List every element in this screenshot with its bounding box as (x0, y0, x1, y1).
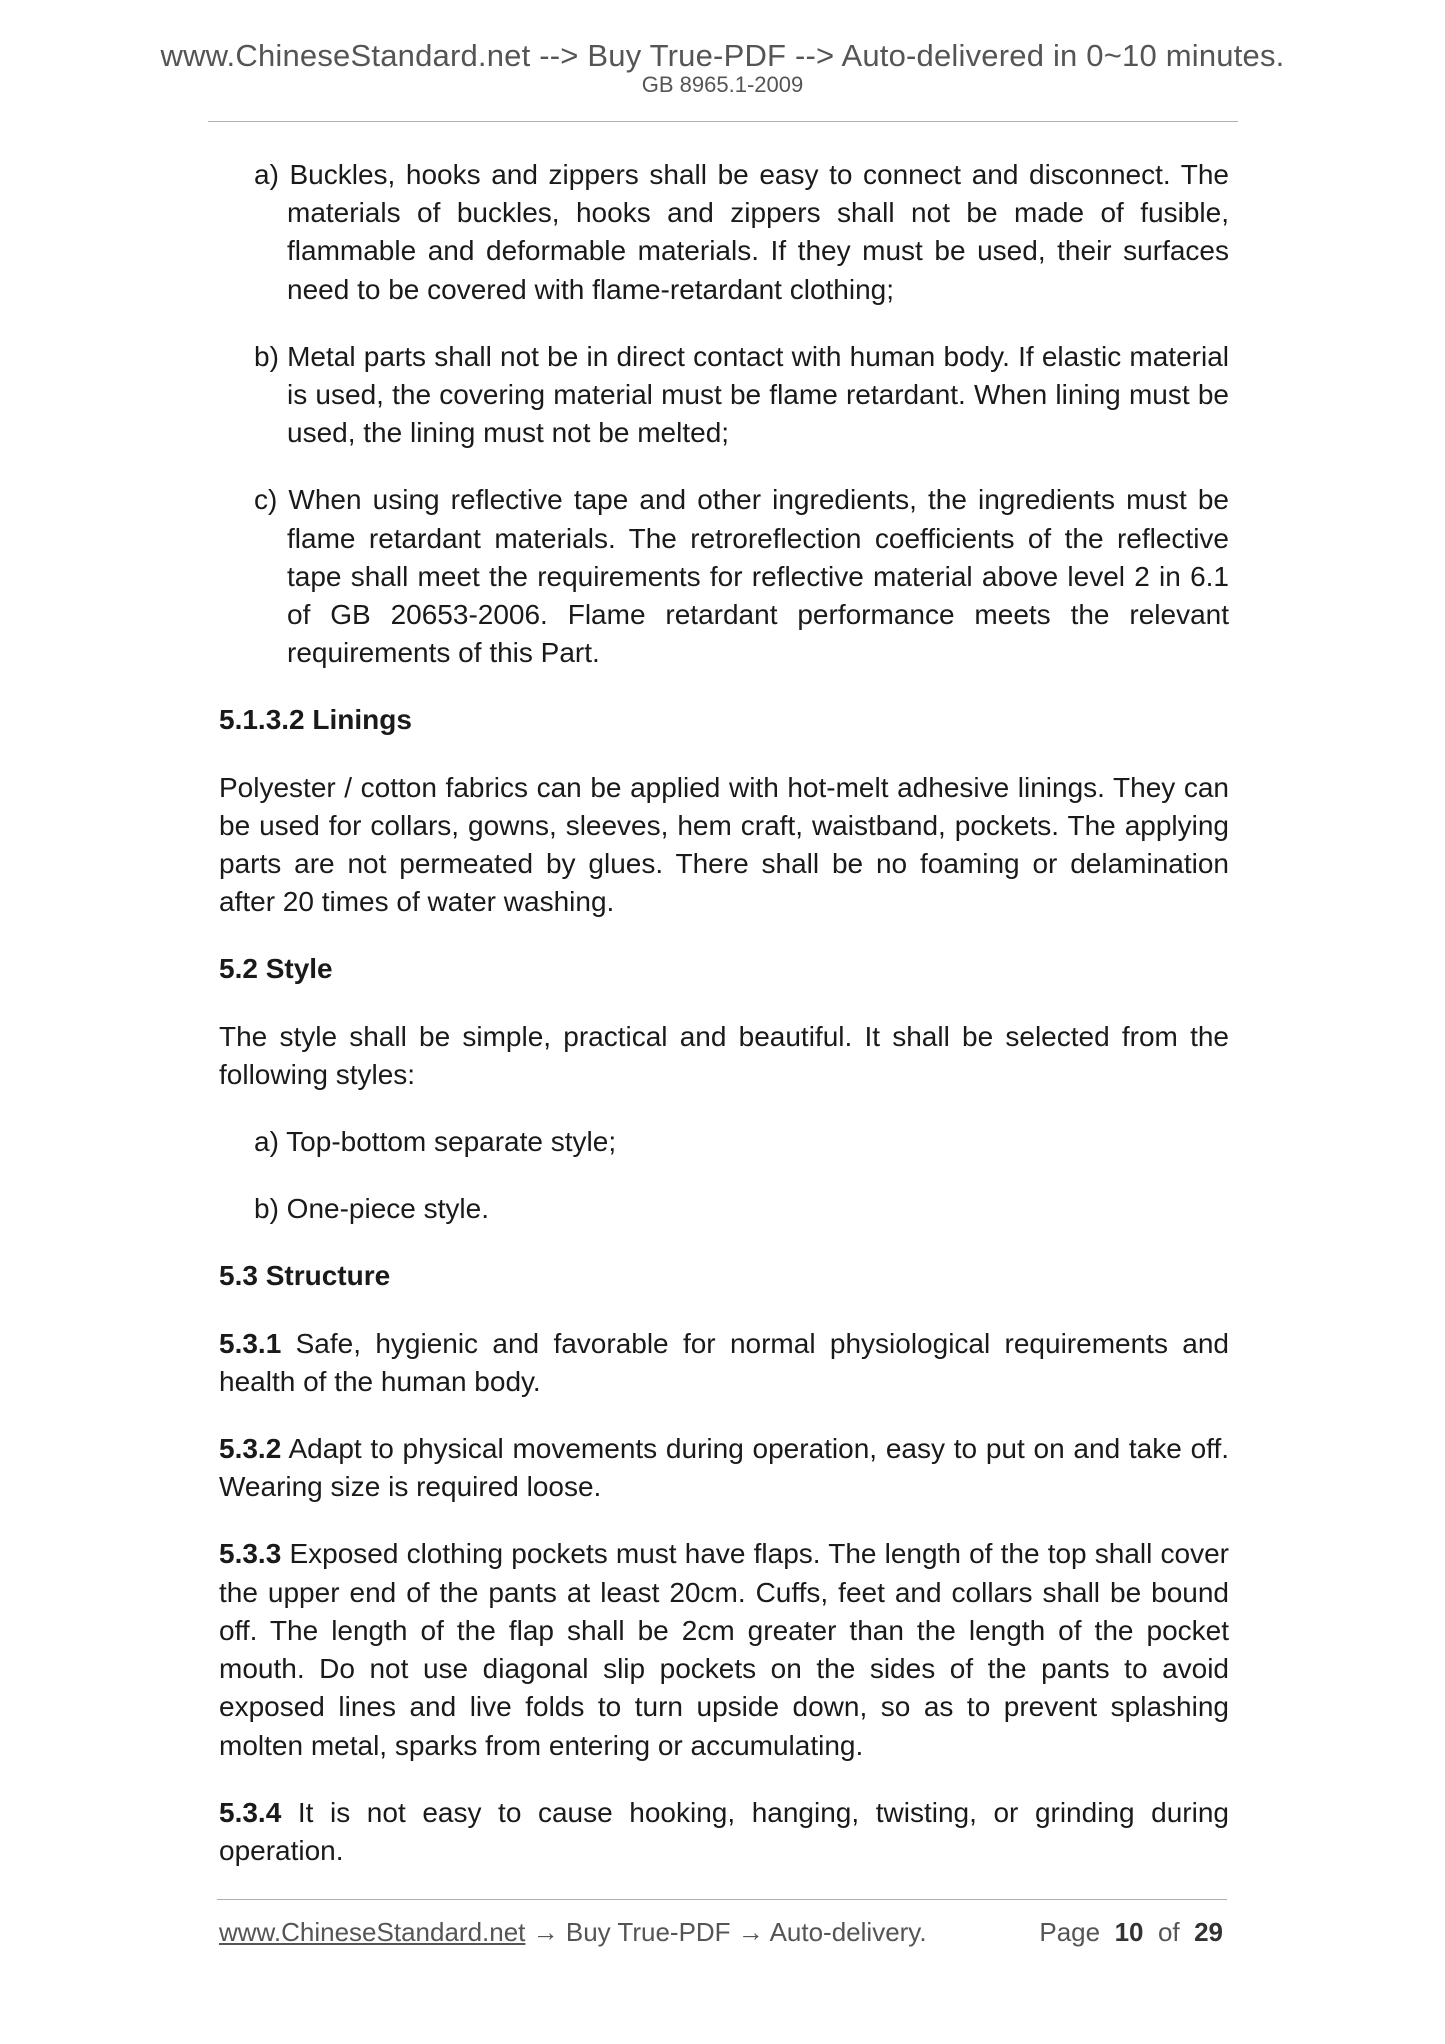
clause-number: 5.3.2 (219, 1433, 282, 1465)
page-content (219, 156, 1229, 1899)
footer-site-link[interactable]: www.ChineseStandard.net (219, 1917, 526, 1947)
footer-promo (219, 1917, 927, 1947)
footer-promo-text: → Buy True-PDF → Auto-delivery. (525, 1917, 927, 1947)
clause-number: 5.3.3 (219, 1538, 282, 1570)
list-item-a-top-bottom: a) Top-bottom separate style; (254, 1126, 617, 1158)
list-item-b-metal-parts: b) Metal parts shall not be in direct contact with human body. If elastic material is used, the covering material must be flame retardant. When lining must be used, the lining must not be melted; (254, 340, 1229, 449)
clause-5-3-2 (219, 1430, 1229, 1506)
header-divider (208, 121, 1238, 122)
page-number: 10 (1114, 1917, 1144, 1947)
heading-5-2: 5.2 Style (219, 953, 333, 985)
clause-text: Adapt to physical movements during operation, easy to put on and take off. Wearing size is required loose. (219, 1433, 1229, 1503)
clause-5-3-1 (219, 1325, 1229, 1401)
document-code: GB 8965.1-2009 (641, 72, 804, 97)
top-banner: www.ChineseStandard.net --> Buy True-PDF --> Auto-delivered in 0~10 minutes. (160, 38, 1285, 73)
clause-5-3-3 (219, 1535, 1229, 1764)
clause-number: 5.3.1 (219, 1327, 282, 1359)
of-label: of (1157, 1917, 1180, 1947)
list-item-c-reflective-tape: c) When using reflective tape and other ingredients, the ingredients must be flame retardant materials. The retroreflection coefficients of the reflective tape shall meet the requirements for reflective material above level 2 in 6.1 of GB 20653-2006. Flame retardant performance meets the relevant requirements of this Part. (254, 484, 1229, 669)
page-label: Page (1039, 1917, 1101, 1947)
paragraph-style: The style shall be simple, practical and beautiful. It shall be selected from the following styles: (219, 1020, 1229, 1090)
page-indicator (1039, 1917, 1223, 1948)
clause-5-3-4 (219, 1794, 1229, 1870)
clause-number: 5.3.4 (219, 1796, 282, 1828)
page-footer (219, 1917, 1229, 1948)
clause-text: It is not easy to cause hooking, hanging, twisting, or grinding during operation. (219, 1796, 1229, 1866)
page-total: 29 (1194, 1917, 1223, 1947)
list-item-a-buckles: a) Buckles, hooks and zippers shall be easy to connect and disconnect. The materials of buckles, hooks and zippers shall not be made of fusible, flammable and deformable materials. If they must be used, their surfaces need to be covered with flame-retardant clothing; (254, 159, 1229, 305)
heading-5-3: 5.3 Structure (219, 1260, 391, 1292)
paragraph-linings: Polyester / cotton fabrics can be applied with hot-melt adhesive linings. They can be used for collars, gowns, sleeves, hem craft, waistband, pockets. The applying parts are not permeated by glues. There shall be no foaming or delamination after 20 times of water washing. (219, 771, 1229, 918)
clause-text: Exposed clothing pockets must have flaps. The length of the top shall cover the upper end of the pants at least 20cm. Cuffs, feet and collars shall be bound off. The length of the flap shall be 2cm greater than the length of the pocket mouth. Do not use diagonal slip pockets on the sides of the pants to avoid exposed lines and live folds to turn upside down, so as to prevent splashing molten metal, sparks from entering or accumulating. (219, 1538, 1229, 1761)
footer-divider (217, 1899, 1227, 1900)
heading-5-1-3-2: 5.1.3.2 Linings (219, 704, 412, 736)
clause-text: Safe, hygienic and favorable for normal physiological requirements and health of the human body. (219, 1327, 1229, 1397)
list-item-b-one-piece: b) One-piece style. (254, 1193, 489, 1225)
